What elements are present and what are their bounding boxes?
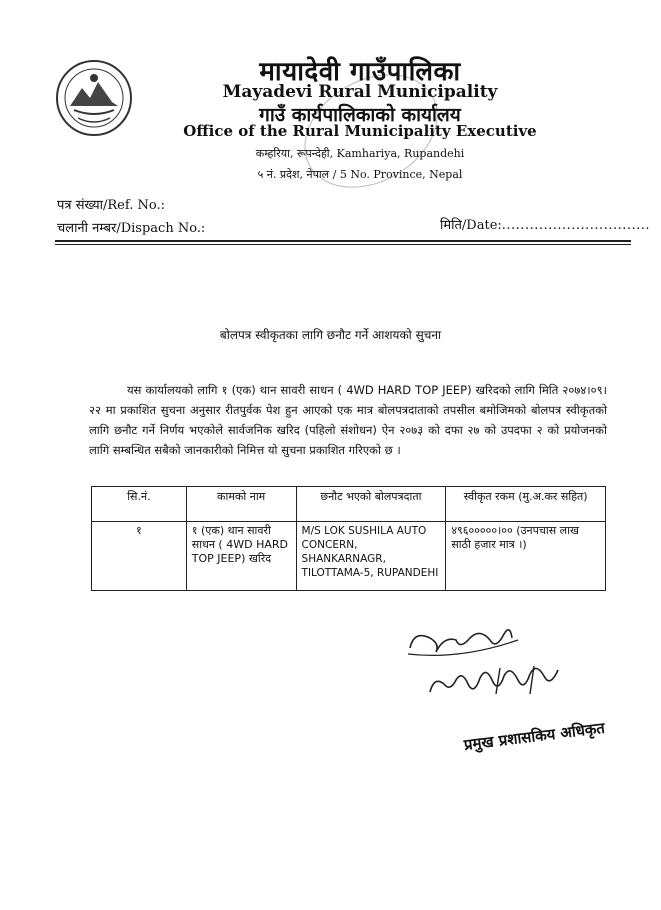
column-header-bidder: छनौट भएको बोलपत्रदाता	[296, 487, 446, 522]
selected-bidder-table	[91, 486, 606, 591]
table-header-row	[92, 487, 606, 522]
handwritten-signature	[400, 610, 580, 710]
header-divider	[55, 240, 631, 242]
cell-amount: ४९६०००००।०० (उनपचास लाख साठी हजार मात्र ।)	[446, 522, 606, 591]
address-line-1: कम्हरिया, रूपन्देही, Kamhariya, Rupandehi	[255, 147, 465, 160]
signatory-title: प्रमुख प्रशासकिय अधिकृत	[462, 718, 606, 754]
date-label: मिति/Date:	[440, 218, 502, 233]
address-line-2: ५ नं. प्रदेश, नेपाल / 5 No. Province, Nepal	[257, 168, 463, 181]
notice-body-text: यस कार्यालयको लागि १ (एक) थान सावरी साधन ( 4WD HARD TOP JEEP) खरिदको लागि मिति २०७४।०९।२२ मा प्रकाशित सुचना अनुसार रीतपुर्वक पेश हुन आएको एक मात्र बोलपत्रदाताको तपसील बमोजिमको बोलपत्र स्वीकृतको लागि छनौट गर्ने निर्णय भएकोले सार्वजनिक खरिद (पहिलो संशोधन) ऐन २०७३ को दफा २७ को उपदफा २ को प्रयोजनको लागि सम्बन्धित सबैको जानकारीको निमित्त यो सुचना प्रकाशित गरिएको छ ।	[89, 383, 607, 457]
column-header-work: कामको नाम	[186, 487, 296, 522]
office-name-en: Office of the Rural Municipality Executive	[183, 122, 537, 140]
ref-no-label: पत्र संख्या/Ref. No.:	[57, 198, 165, 213]
dispatch-no-label: चलानी नम्बर/Dispach No.:	[57, 221, 206, 236]
municipality-emblem-icon	[54, 58, 134, 138]
cell-bidder: M/S LOK SUSHILA AUTO CONCERN, SHANKARNAGR, TILOTTAMA-5, RUPANDEHI	[296, 522, 446, 591]
notice-subject: बोलपत्र स्वीकृतका लागि छनौट गर्ने आशयको सुचना	[219, 328, 442, 342]
municipality-name-en: Mayadevi Rural Municipality	[222, 82, 498, 102]
header-divider-thin	[55, 244, 631, 245]
notice-body	[89, 380, 607, 460]
date-dots: ................................	[501, 218, 651, 233]
office-name-np: गाउँ कार्यपालिकाको कार्यालय	[259, 104, 461, 126]
column-header-sn: सि.नं.	[92, 487, 187, 522]
date-field	[440, 215, 650, 233]
cell-work: १ (एक) थान सावरी साधन ( 4WD HARD TOP JEEP) खरिद	[186, 522, 296, 591]
column-header-amount: स्वीकृत रकम (मु.अ.कर सहित)	[446, 487, 606, 522]
cell-sn: १	[92, 522, 187, 591]
municipality-name-np: मायादेवी गाउँपालिका	[259, 57, 461, 87]
table-row	[92, 522, 606, 591]
